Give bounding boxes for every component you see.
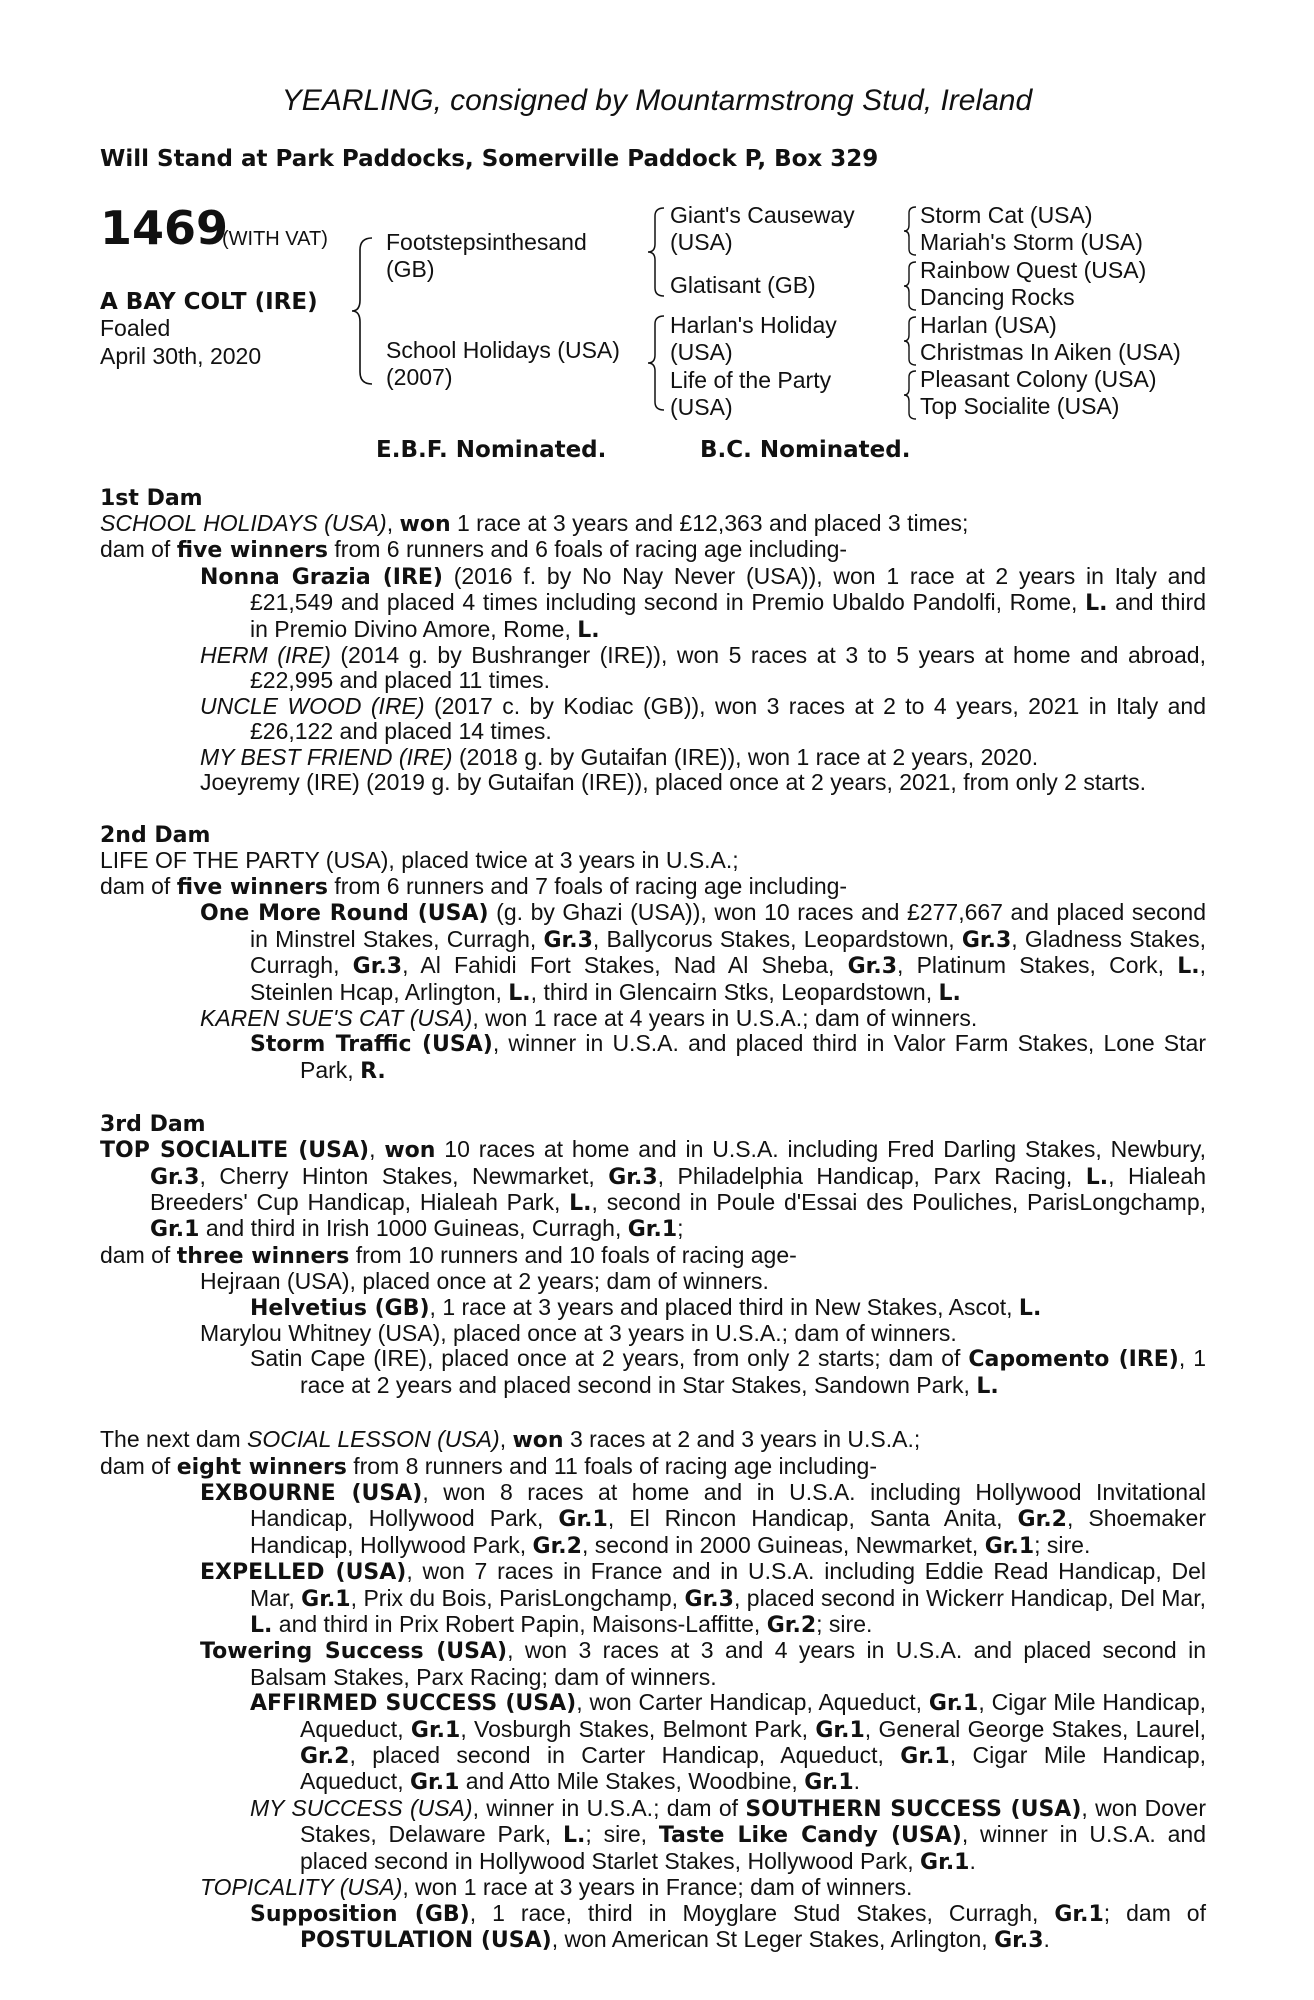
text: Joeyremy (IRE) (2019 g. by Gutaifan (IRE)), placed once at 2 years, 2021, from only 2 starts. — [200, 769, 1146, 796]
section-heading: 2nd Dam — [100, 823, 211, 849]
text: , won 3 races at 3 and 4 years in U.S.A. and placed second in Balsam Stakes, Parx Racing; dam of winners. — [250, 1637, 1206, 1690]
entry-line — [100, 537, 1206, 563]
bold-text: Taste Like Candy (USA) — [658, 1823, 962, 1849]
entry-line — [100, 1346, 1206, 1399]
ebf-nomination: E.B.F. Nominated. — [376, 437, 607, 463]
bold-text: Gr.1 — [928, 1691, 979, 1717]
bold-text: Gr.2 — [532, 1533, 582, 1559]
entry-line — [100, 1321, 1206, 1346]
italic-text: HERM (IRE) — [200, 642, 331, 669]
text: , Cigar Mile Handicap, Aqueduct, — [300, 1742, 1206, 1795]
text: Satin Cape (IRE), placed once at 2 years, from only 2 starts; dam of — [250, 1345, 969, 1372]
bold-text: Gr.1 — [804, 1770, 854, 1796]
text: , Cherry Hinton Stakes, Newmarket, — [199, 1162, 609, 1189]
text: from 6 runners and 7 foals of racing age including- — [328, 872, 848, 899]
text: , Vosburgh Stakes, Belmont Park, — [460, 1715, 816, 1742]
bold-text: five winners — [176, 874, 329, 900]
bold-text: One More Round (USA) — [200, 901, 489, 927]
entry-line — [100, 1031, 1206, 1084]
text: . — [853, 1768, 861, 1795]
text: , Al Fahidi Fort Stakes, Nad Al Sheba, — [402, 952, 848, 979]
pedigree-g3-group-4: Pleasant Colony (USA) Top Socialite (USA) — [920, 366, 1157, 419]
entry-line — [100, 1690, 1206, 1796]
pedigree-dam-dam: Life of the Party (USA) — [670, 367, 832, 420]
text: , General George Stakes, Laurel, — [864, 1715, 1207, 1742]
text: from 6 runners and 6 foals of racing age including- — [328, 536, 848, 563]
foaled-info — [100, 314, 261, 370]
text: dam of — [100, 872, 177, 899]
text: , won 1 race at 4 years in U.S.A.; dam of winners. — [472, 1004, 978, 1031]
text: ; sire. — [816, 1611, 873, 1638]
text: ; — [677, 1215, 684, 1242]
bold-text: Nonna Grazia (IRE) — [200, 564, 443, 590]
text: (g. by Ghazi (USA)), won 10 races and £277,667 and placed second in Minstrel Stakes, Curragh, — [250, 899, 1206, 952]
pedigree-dam: School Holidays (USA) (2007) — [386, 337, 620, 390]
pedigree-main-brace — [350, 236, 376, 386]
entry-line — [100, 1480, 1206, 1559]
text: , Prix du Bois, ParisLongchamp, — [350, 1584, 685, 1611]
text: and Atto Mile Stakes, Woodbine, — [459, 1768, 805, 1795]
bold-text: Gr.2 — [1017, 1507, 1067, 1533]
bold-text: won — [384, 1138, 436, 1164]
text: . — [969, 1847, 976, 1874]
consignor-line: YEARLING, consigned by Mountarmstrong Stud, Ireland — [281, 84, 1033, 117]
text: , Shoemaker Handicap, Hollywood Park, — [250, 1505, 1207, 1558]
pedigree-g3-group-1: Storm Cat (USA) Mariah's Storm (USA) — [920, 202, 1143, 255]
text: , Gladness Stakes, Curragh, — [250, 925, 1206, 979]
section-heading: 3rd Dam — [100, 1112, 206, 1138]
bold-text: Capomento (IRE) — [968, 1347, 1179, 1373]
pedigree-g3-group-3: Harlan (USA) Christmas In Aiken (USA) — [920, 312, 1181, 365]
pedigree-g3-brace-4 — [902, 369, 918, 421]
text: dam of — [100, 1452, 177, 1479]
bold-text: L. — [1177, 954, 1200, 980]
stand-location: Will Stand at Park Paddocks, Somerville Paddock P, Box 329 — [100, 146, 879, 172]
bold-text: Gr.1 — [150, 1217, 200, 1243]
text: , third in Glencairn Stks, Leopardstown, — [530, 978, 939, 1005]
text: dam of — [100, 1241, 177, 1268]
entry-line — [100, 1137, 1206, 1243]
italic-text: SOCIAL LESSON (USA) — [247, 1426, 500, 1453]
dam-section — [100, 1427, 1206, 1953]
italic-text: UNCLE WOOD (IRE) — [200, 692, 425, 719]
italic-text: TOPICALITY (USA) — [200, 1874, 403, 1901]
bold-text: eight winners — [176, 1454, 347, 1480]
text: Marylou Whitney (USA), placed once at 3 years in U.S.A.; dam of winners. — [200, 1319, 957, 1346]
text: ; dam of — [1103, 1899, 1206, 1926]
text: dam of — [100, 536, 177, 563]
text: 1 race at 3 years and £12,363 and placed 3 times; — [450, 510, 969, 536]
bold-text: Gr.1 — [301, 1586, 351, 1612]
bold-text: Storm Traffic (USA) — [250, 1032, 493, 1058]
bold-text: Supposition (GB) — [250, 1901, 470, 1927]
text: , placed second in Carter Handicap, Aqueduct, — [349, 1742, 901, 1769]
lot-number: 1469 — [100, 201, 229, 255]
dam-section — [100, 1112, 1206, 1399]
entry-line — [100, 694, 1206, 745]
text: , — [499, 1426, 513, 1453]
bold-text: Gr.3 — [961, 927, 1012, 953]
text: . — [1043, 1925, 1050, 1952]
vat-note: (WITH VAT) — [222, 228, 328, 250]
text: ; sire. — [1034, 1531, 1091, 1558]
entry-line — [100, 1638, 1206, 1690]
text: LIFE OF THE PARTY (USA), placed twice at 3 years in U.S.A.; — [100, 847, 739, 874]
dam-section — [100, 823, 1206, 1084]
entry-line — [100, 745, 1206, 770]
catalogue-body — [100, 486, 1206, 1953]
text: , won American St Leger Stakes, Arlington, — [551, 1925, 995, 1952]
bold-text: won — [512, 1428, 564, 1454]
entry-line — [100, 1006, 1206, 1031]
text: , won 8 races at home and in U.S.A. including Hollywood Invitational Handicap, Hollywood Park, — [250, 1479, 1206, 1532]
bold-text: EXBOURNE (USA) — [200, 1481, 423, 1506]
pedigree-dam-sire: Harlan's Holiday (USA) — [670, 312, 837, 365]
entry-line — [100, 900, 1206, 1006]
bold-text: L. — [976, 1373, 999, 1399]
bold-text: SOUTHERN SUCCESS (USA) — [745, 1796, 1082, 1822]
bold-text: Gr.1 — [900, 1744, 950, 1770]
bold-text: Gr.3 — [150, 1164, 200, 1190]
text: , Platinum Stakes, Cork, — [897, 952, 1178, 979]
bold-text: Gr.3 — [847, 954, 898, 980]
text: (2016 f. by No Nay Never (USA)), won 1 race at 2 years in Italy and £21,549 and placed 4 times including second in Premio Ubaldo Pandolfi, Rome, — [250, 562, 1206, 616]
entry-line — [100, 1269, 1206, 1294]
text: , second in 2000 Guineas, Newmarket, — [581, 1531, 985, 1558]
text: from 8 runners and 11 foals of racing age including- — [346, 1452, 877, 1479]
text: The next dam — [100, 1426, 248, 1453]
text: , 1 race, third in Moyglare Stud Stakes, Curragh, — [469, 1899, 1055, 1926]
text: from 10 runners and 10 foals of racing age- — [349, 1241, 797, 1268]
foaled-label: Foaled — [100, 315, 171, 341]
bold-text: EXPELLED (USA) — [200, 1560, 407, 1586]
entry-line — [100, 1295, 1206, 1321]
pedigree-sire-dam: Glatisant (GB) — [670, 272, 816, 298]
text: (2017 c. by Kodiac (GB)), won 3 races at 2 to 4 years, 2021 in Italy and £26,122 and placed 14 times. — [250, 692, 1207, 745]
pedigree-g3-brace-3 — [902, 315, 918, 367]
entry-line — [100, 1559, 1206, 1638]
bold-text: L. — [938, 980, 961, 1006]
italic-text: KAREN SUE'S CAT (USA) — [200, 1004, 473, 1031]
entry-line — [100, 564, 1206, 643]
text: , 1 race at 2 years and placed second in Star Stakes, Sandown Park, — [300, 1345, 1206, 1398]
bold-text: POSTULATION (USA) — [300, 1927, 552, 1953]
bold-text: Gr.1 — [627, 1217, 678, 1243]
bold-text: L. — [1018, 1295, 1042, 1321]
bold-text: Gr.1 — [558, 1507, 608, 1533]
bold-text: Gr.1 — [920, 1849, 970, 1875]
bold-text: won — [399, 512, 451, 537]
bold-text: Helvetius (GB) — [250, 1295, 430, 1321]
text: , — [386, 510, 400, 536]
text: , second in Poule d'Essai des Pouliches, ParisLongchamp, — [591, 1188, 1206, 1215]
text: 10 races at home and in U.S.A. including Fred Darling Stakes, Newbury, — [435, 1136, 1207, 1163]
pedigree-g3-group-2: Rainbow Quest (USA) Dancing Rocks — [920, 257, 1147, 310]
bold-text: L. — [577, 617, 600, 643]
entry-line — [100, 1427, 1206, 1453]
entry-line — [100, 1901, 1206, 1954]
pedigree-sire-brace — [646, 206, 668, 298]
bold-text: Gr.2 — [766, 1613, 817, 1639]
entry-line — [100, 1243, 1206, 1269]
text: , winner in U.S.A.; dam of — [472, 1794, 746, 1821]
bold-text: Gr.1 — [815, 1717, 865, 1743]
text: , winner in U.S.A. and placed second in Hollywood Starlet Stakes, Hollywood Park, — [300, 1821, 1206, 1874]
text: , winner in U.S.A. and placed third in Valor Farm Stakes, Lone Star Park, — [300, 1030, 1206, 1083]
bold-text: Gr.1 — [410, 1717, 461, 1743]
entry-line — [100, 643, 1206, 694]
text: (2014 g. by Bushranger (IRE)), won 5 races at 3 to 5 years at home and abroad, £22,995 and placed 11 times. — [250, 642, 1206, 694]
text: , won Carter Handicap, Aqueduct, — [576, 1689, 929, 1716]
bold-text: AFFIRMED SUCCESS (USA) — [250, 1691, 577, 1717]
pedigree-g3-brace-2 — [902, 260, 918, 312]
bold-text: L. — [508, 980, 531, 1006]
text: , El Rincon Handicap, Santa Anita, — [607, 1505, 1018, 1532]
text: ; sire, — [585, 1821, 659, 1848]
bold-text: Gr.1 — [984, 1533, 1035, 1559]
bold-text: Gr.3 — [994, 1927, 1044, 1953]
entry-line — [100, 874, 1206, 900]
pedigree-sire-sire: Giant's Causeway (USA) — [670, 202, 855, 255]
entry-line — [100, 1875, 1206, 1900]
pedigree-sire: Footstepsinthesand (GB) — [386, 229, 587, 282]
bold-text: Gr.3 — [684, 1586, 734, 1612]
text: , placed second in Wickerr Handicap, Del Mar, — [733, 1584, 1206, 1611]
bold-text: Gr.3 — [352, 954, 403, 980]
text: , Hialeah Breeders' Cup Handicap, Hialeah Park, — [150, 1162, 1206, 1215]
text: , Steinlen Hcap, Arlington, — [250, 952, 1207, 1005]
bold-text: five winners — [176, 538, 329, 564]
text: 3 races at 2 and 3 years in U.S.A.; — [563, 1426, 921, 1453]
bold-text: L. — [563, 1823, 586, 1849]
text: , won 1 race at 3 years in France; dam of winners. — [402, 1874, 913, 1901]
text: and third in Premio Divino Amore, Rome, — [250, 589, 1206, 642]
foaled-date: April 30th, 2020 — [100, 343, 262, 369]
italic-text: SCHOOL HOLIDAYS (USA) — [100, 510, 387, 536]
text: and third in Prix Robert Papin, Maisons-Laffitte, — [272, 1611, 767, 1638]
bold-text: Gr.3 — [543, 927, 593, 953]
entry-line — [100, 511, 1206, 537]
text: Hejraan (USA), placed once at 2 years; dam of winners. — [200, 1268, 769, 1295]
text: , Ballycorus Stakes, Leopardstown, — [592, 925, 962, 952]
dam-section — [100, 486, 1206, 795]
bold-text: Gr.1 — [409, 1770, 460, 1796]
bold-text: Towering Success (USA) — [200, 1639, 508, 1665]
text: , won 7 races in France and in U.S.A. including Eddie Read Handicap, Del Mar, — [250, 1558, 1206, 1611]
pedigree-dam-brace — [646, 314, 668, 412]
bold-text: Gr.2 — [300, 1744, 350, 1770]
bold-text: TOP SOCIALITE (USA) — [100, 1138, 370, 1164]
bold-text: L. — [1085, 1164, 1109, 1190]
text: , 1 race at 3 years and placed third in New Stakes, Ascot, — [429, 1293, 1019, 1320]
entry-line — [100, 770, 1206, 795]
entry-line — [100, 848, 1206, 873]
text: , — [369, 1136, 385, 1163]
lot-description: A BAY COLT (IRE) — [100, 289, 318, 315]
bold-text: L. — [250, 1613, 273, 1639]
text: and third in Irish 1000 Guineas, Curragh, — [199, 1215, 628, 1242]
text: (2018 g. by Gutaifan (IRE)), won 1 race at 2 years, 2020. — [452, 743, 1039, 770]
bold-text: L. — [1085, 591, 1108, 617]
bc-nomination: B.C. Nominated. — [700, 437, 911, 463]
entry-line — [100, 1796, 1206, 1875]
bold-text: Gr.3 — [608, 1164, 658, 1190]
section-heading: 1st Dam — [100, 486, 203, 511]
italic-text: MY BEST FRIEND (IRE) — [200, 743, 453, 770]
entry-line — [100, 1454, 1206, 1480]
bold-text: L. — [569, 1190, 592, 1216]
italic-text: MY SUCCESS (USA) — [250, 1794, 473, 1821]
bold-text: three winners — [176, 1243, 350, 1269]
bold-text: R. — [360, 1058, 386, 1084]
text: , Cigar Mile Handicap, Aqueduct, — [300, 1689, 1206, 1742]
bold-text: Gr.1 — [1054, 1901, 1104, 1927]
text: , Philadelphia Handicap, Parx Racing, — [657, 1162, 1086, 1189]
text: , won Dover Stakes, Delaware Park, — [300, 1794, 1206, 1848]
pedigree-g3-brace-1 — [902, 205, 918, 257]
